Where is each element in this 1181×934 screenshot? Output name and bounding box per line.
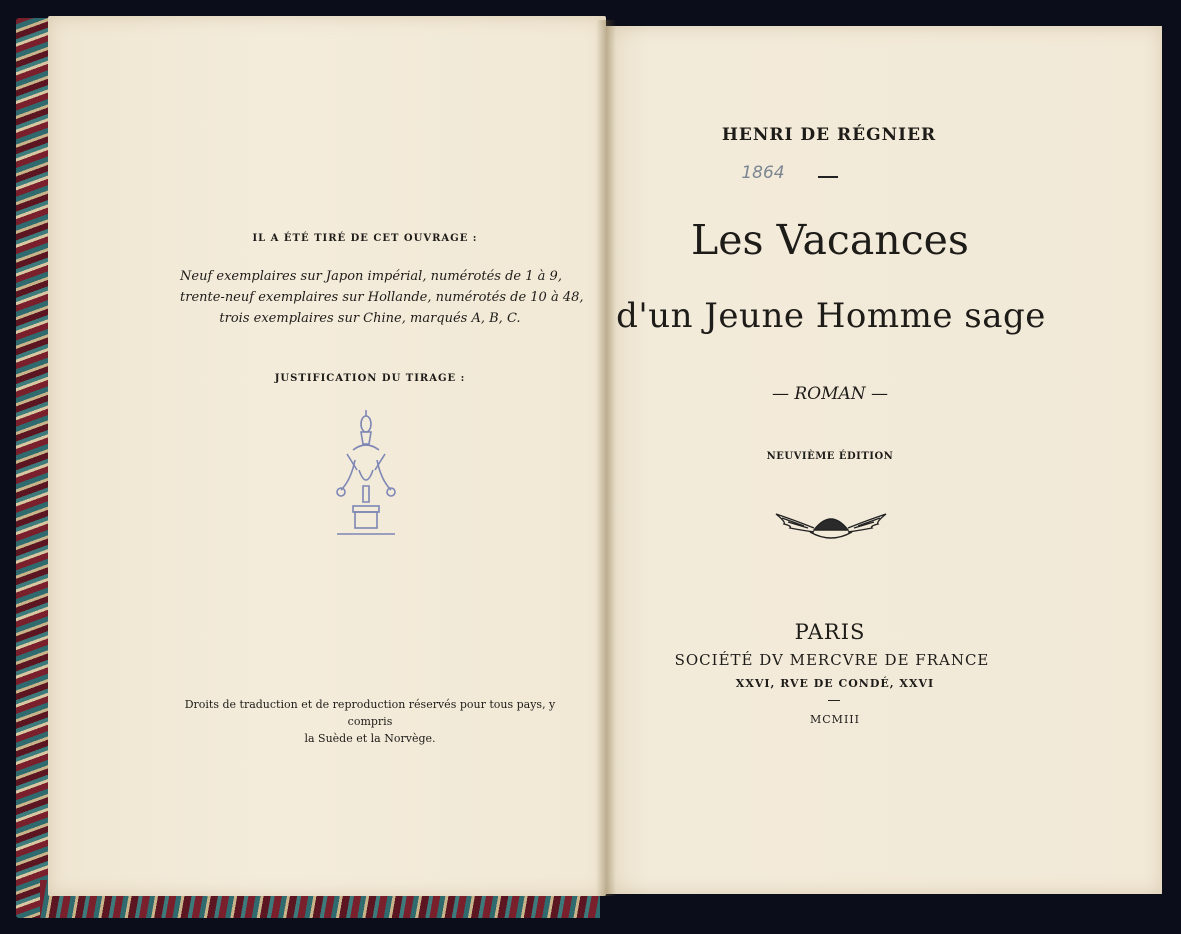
- edition-line: Neuf exemplaires sur Japon impérial, numérotés de 1 à 9,: [180, 269, 562, 284]
- library-stamp-icon: [333, 410, 399, 538]
- edition-line: trente-neuf exemplaires sur Hollande, numérotés de 10 à 48,: [180, 290, 584, 305]
- rights-notice: [170, 696, 570, 747]
- rights-line: Droits de traduction et de reproduction réservés pour tous pays, y compris: [184, 698, 556, 728]
- publication-city: PARIS: [794, 620, 866, 644]
- left-page: [48, 16, 606, 896]
- justification-heading: IL A ÉTÉ TIRÉ DE CET OUVRAGE :: [252, 233, 478, 244]
- edition-line: trois exemplaires sur Chine, marqués A, B, C.: [219, 311, 521, 326]
- winged-helmet-ornament-icon: [774, 506, 888, 544]
- edition-lines: [180, 266, 584, 329]
- genre-label: — ROMAN —: [771, 384, 889, 404]
- tirage-heading: JUSTIFICATION DU TIRAGE :: [274, 373, 466, 384]
- separator-dash: [818, 176, 838, 178]
- publication-year: MCMIII: [810, 713, 860, 726]
- handwritten-note: 1864: [741, 163, 785, 183]
- author-name: HENRI DE RÉGNIER: [721, 125, 937, 145]
- book-gutter: [596, 20, 616, 896]
- book-title-line2: d'un Jeune Homme sage: [616, 296, 1046, 336]
- rights-line: la Suède et la Norvège.: [304, 732, 436, 745]
- edition-label: NEUVIÈME ÉDITION: [766, 451, 894, 462]
- separator-dash-small: [828, 700, 840, 701]
- publisher-name: SOCIÉTÉ DV MERCVRE DE FRANCE: [674, 651, 990, 669]
- book-title-line1: Les Vacances: [691, 216, 969, 264]
- publisher-address: XXVI, RVE DE CONDÉ, XXVI: [735, 677, 935, 690]
